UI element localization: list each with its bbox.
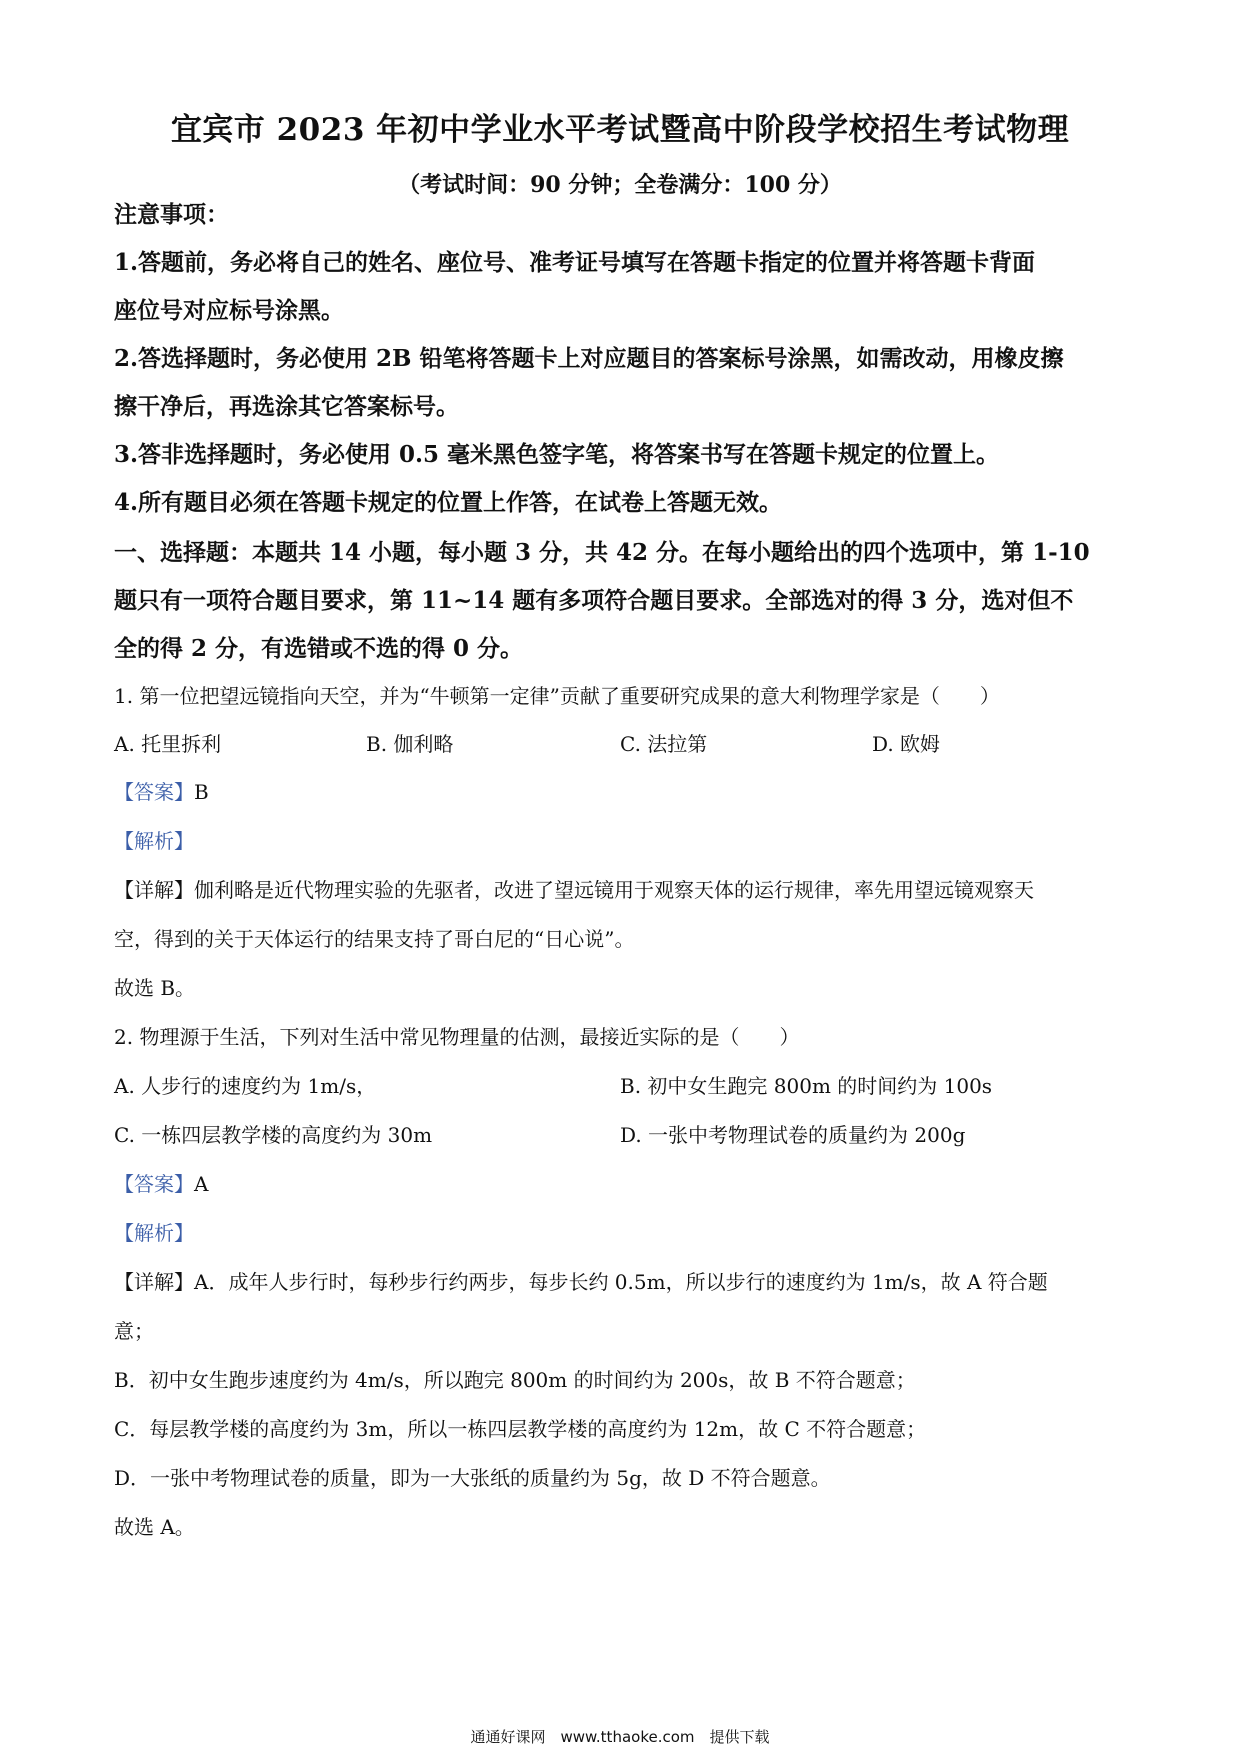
q2-detail-tag: 【详解】 bbox=[114, 1270, 194, 1294]
q1-conclusion: 故选 B。 bbox=[114, 976, 196, 1000]
q1-stem: 1. 第一位把望远镜指向天空，并为“牛顿第一定律”贡献了重要研究成果的意大利物理学家是（ ） bbox=[114, 684, 1000, 708]
q1-option-a: A. 托里拆利 bbox=[114, 732, 222, 756]
q2-detail-line-2: 意； bbox=[114, 1319, 154, 1343]
q1-detail-line-1 bbox=[114, 874, 1034, 903]
q2-detail-line-5: D．一张中考物理试卷的质量，即为一大张纸的质量约为 5g，故 D 不符合题意。 bbox=[114, 1466, 831, 1490]
q1-detail-line-2: 空，得到的关于天体运行的结果支持了哥白尼的“日心说”。 bbox=[114, 927, 635, 951]
notice-line-5: 3.答非选择题时，务必使用 0.5 毫米黑色签字笔，将答案书写在答题卡规定的位置上。 bbox=[114, 441, 1000, 468]
q2-option-a: A. 人步行的速度约为 1m/s， bbox=[114, 1074, 377, 1098]
q1-answer-tag: 【答案】 bbox=[114, 780, 194, 804]
q2-detail-line-4: C．每层教学楼的高度约为 3m，所以一栋四层教学楼的高度约为 12m，故 C 不符合题意； bbox=[114, 1417, 927, 1441]
page-title: 宜宾市 2023 年初中学业水平考试暨高中阶段学校招生考试物理 bbox=[170, 112, 1070, 148]
q2-answer-value: A bbox=[194, 1172, 209, 1196]
q2-analysis-tag: 【解析】 bbox=[114, 1221, 194, 1245]
notice-line-6: 4.所有题目必须在答题卡规定的位置上作答，在试卷上答题无效。 bbox=[114, 489, 783, 516]
notice-heading: 注意事项： bbox=[114, 201, 229, 228]
section1-line-2: 题只有一项符合题目要求，第 11~14 题有多项符合题目要求。全部选对的得 3 分，选对但不 bbox=[114, 587, 1074, 614]
q1-answer-value: B bbox=[194, 780, 209, 804]
q2-answer bbox=[114, 1168, 208, 1197]
notice-line-4: 擦干净后，再选涂其它答案标号。 bbox=[114, 393, 459, 420]
q1-detail-text-1: 伽利略是近代物理实验的先驱者，改进了望远镜用于观察天体的运行规律，率先用望远镜观察天 bbox=[194, 878, 1034, 902]
q2-detail-line-3: B．初中女生跑步速度约为 4m/s，所以跑完 800m 的时间约为 200s，故 B 不符合题意； bbox=[114, 1368, 916, 1392]
q2-conclusion: 故选 A。 bbox=[114, 1515, 195, 1539]
q2-stem: 2. 物理源于生活，下列对生活中常见物理量的估测，最接近实际的是（ ） bbox=[114, 1025, 800, 1049]
notice-line-3: 2.答选择题时，务必使用 2B 铅笔将答题卡上对应题目的答案标号涂黑，如需改动，用橡皮擦 bbox=[114, 345, 1064, 372]
section1-line-3: 全的得 2 分，有选错或不选的得 0 分。 bbox=[114, 635, 524, 662]
q1-option-b: B. 伽利略 bbox=[366, 732, 454, 756]
q1-analysis-tag: 【解析】 bbox=[114, 829, 194, 853]
q2-detail-line-1 bbox=[114, 1266, 1048, 1295]
page-subtitle: （考试时间：90 分钟；全卷满分：100 分） bbox=[398, 172, 842, 198]
footer-watermark: 通通好课网 www.tthaoke.com 提供下载 bbox=[470, 1728, 770, 1746]
q2-option-d: D. 一张中考物理试卷的质量约为 200g bbox=[620, 1123, 966, 1147]
q1-option-d: D. 欧姆 bbox=[872, 732, 941, 756]
q1-option-c: C. 法拉第 bbox=[620, 732, 708, 756]
q2-option-b: B. 初中女生跑完 800m 的时间约为 100s bbox=[620, 1074, 993, 1098]
q1-answer bbox=[114, 776, 209, 805]
notice-line-1: 1.答题前，务必将自己的姓名、座位号、准考证号填写在答题卡指定的位置并将答题卡背面 bbox=[114, 249, 1036, 276]
notice-line-2: 座位号对应标号涂黑。 bbox=[114, 297, 344, 324]
q2-detail-text-1: A．成年人步行时，每秒步行约两步，每步长约 0.5m，所以步行的速度约为 1m/s，故 A 符合题 bbox=[194, 1270, 1048, 1294]
section1-line-1: 一、选择题：本题共 14 小题，每小题 3 分，共 42 分。在每小题给出的四个选项中，第 1-10 bbox=[114, 539, 1090, 566]
q2-option-c: C. 一栋四层教学楼的高度约为 30m bbox=[114, 1123, 433, 1147]
q2-answer-tag: 【答案】 bbox=[114, 1172, 194, 1196]
q1-detail-tag: 【详解】 bbox=[114, 878, 194, 902]
